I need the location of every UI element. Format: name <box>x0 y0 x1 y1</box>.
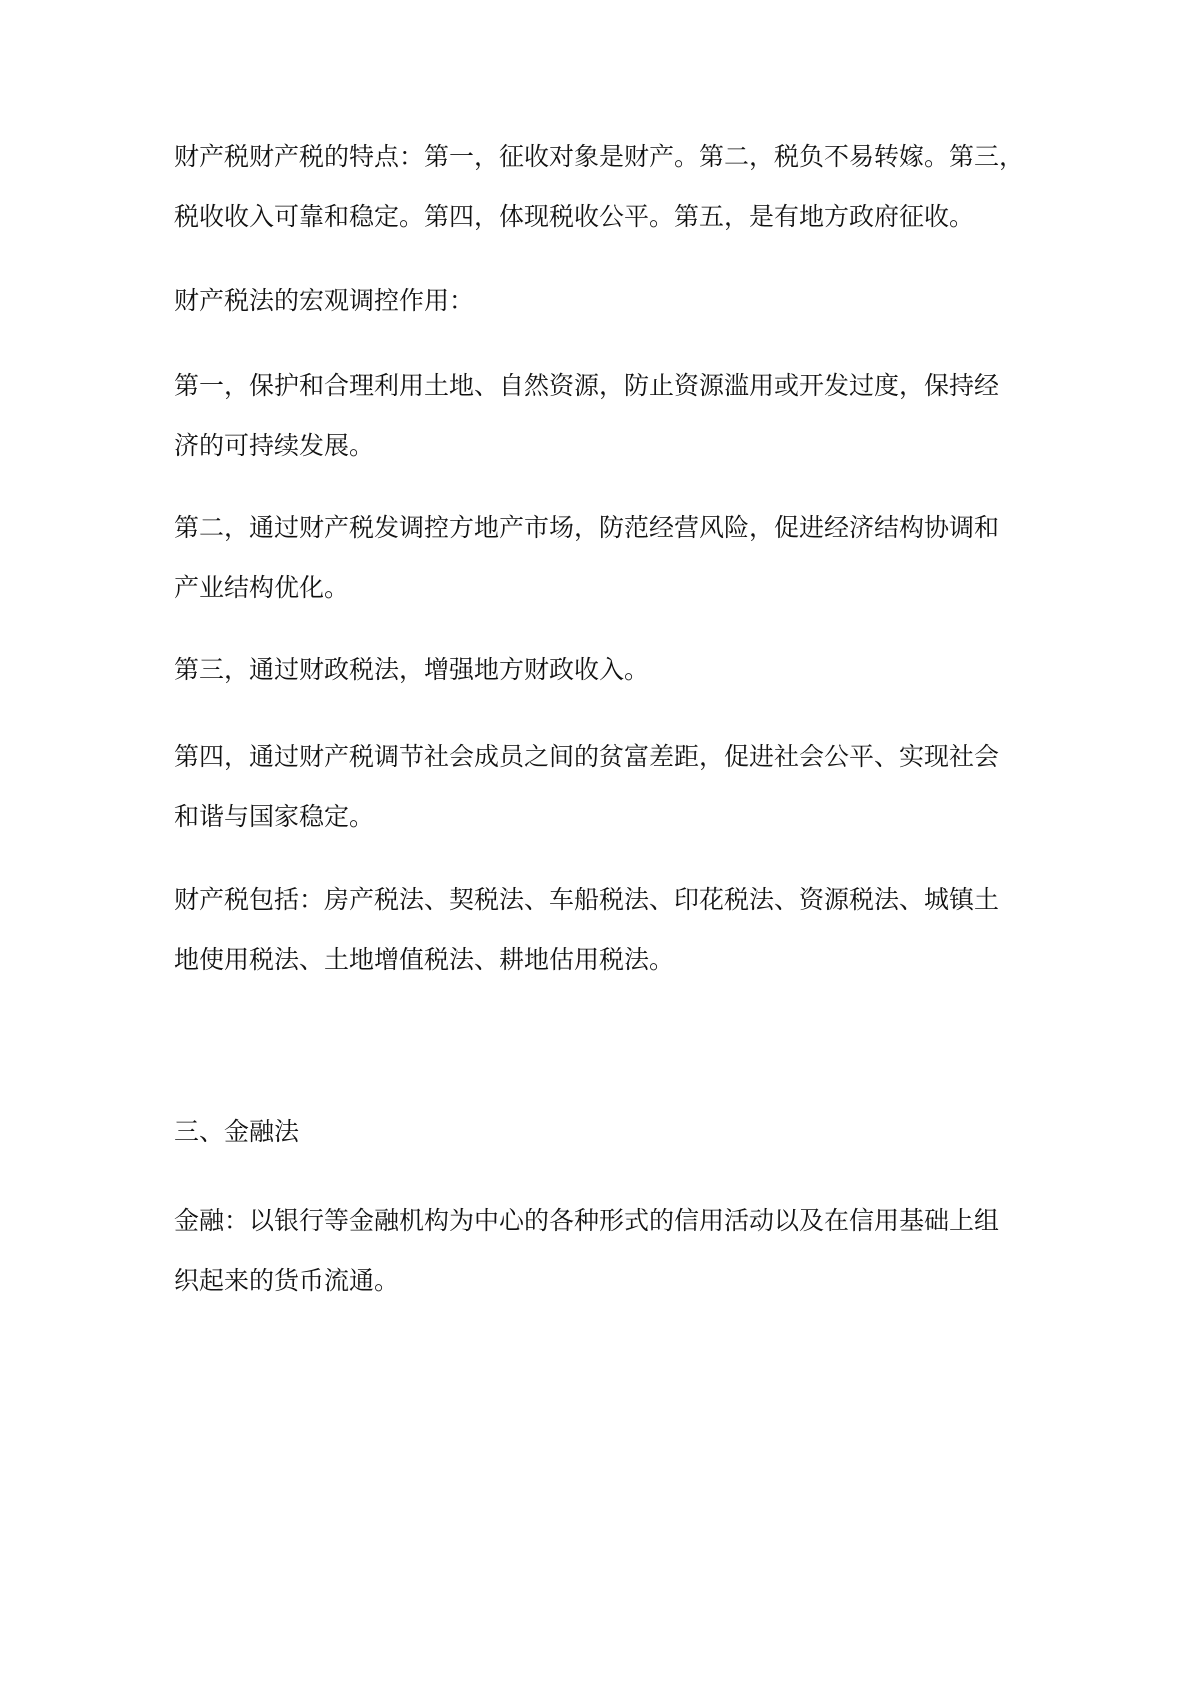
text-line: 财产税包括：房产税法、契税法、车船税法、印花税法、资源税法、城镇土 <box>174 885 1000 914</box>
text-line: 第四，通过财产税调节社会成员之间的贫富差距，促进社会公平、实现社会 <box>174 742 1000 771</box>
text-line: 地使用税法、土地增值税法、耕地估用税法。 <box>174 945 675 974</box>
paragraph-property-tax-includes <box>174 870 1024 990</box>
paragraph-macro-control-title <box>174 271 1024 331</box>
paragraph-finance-definition <box>174 1191 1024 1311</box>
text-line: 产业结构优化。 <box>174 573 350 602</box>
text-line: 第二，通过财产税发调控方地产市场，防范经营风险，促进经济结构协调和 <box>174 513 1000 542</box>
section-heading-finance-law: 三、金融法 <box>174 1117 300 1146</box>
text-line: 济的可持续发展。 <box>174 431 375 460</box>
text-line: 税收收入可靠和稳定。第四，体现税收公平。第五，是有地方政府征收。 <box>174 202 975 231</box>
text-line: 织起来的货币流通。 <box>174 1266 400 1295</box>
text-line: 第三，通过财政税法，增强地方财政收入。 <box>174 655 650 684</box>
text-line: 和谐与国家稳定。 <box>174 802 375 831</box>
text-line: 第一，保护和合理利用土地、自然资源，防止资源滥用或开发过度，保持经 <box>174 371 1000 400</box>
text-line: 财产税法的宏观调控作用： <box>174 286 475 315</box>
text-line: 财产税财产税的特点：第一，征收对象是财产。第二，税负不易转嫁。第三， <box>174 142 1025 171</box>
paragraph-second-point <box>174 498 1024 618</box>
paragraph-first-point <box>174 356 1024 476</box>
paragraph-fourth-point <box>174 727 1024 847</box>
paragraph-property-tax-features <box>174 127 1024 247</box>
paragraph-third-point <box>174 640 1024 700</box>
text-line: 金融：以银行等金融机构为中心的各种形式的信用活动以及在信用基础上组 <box>174 1206 1000 1235</box>
